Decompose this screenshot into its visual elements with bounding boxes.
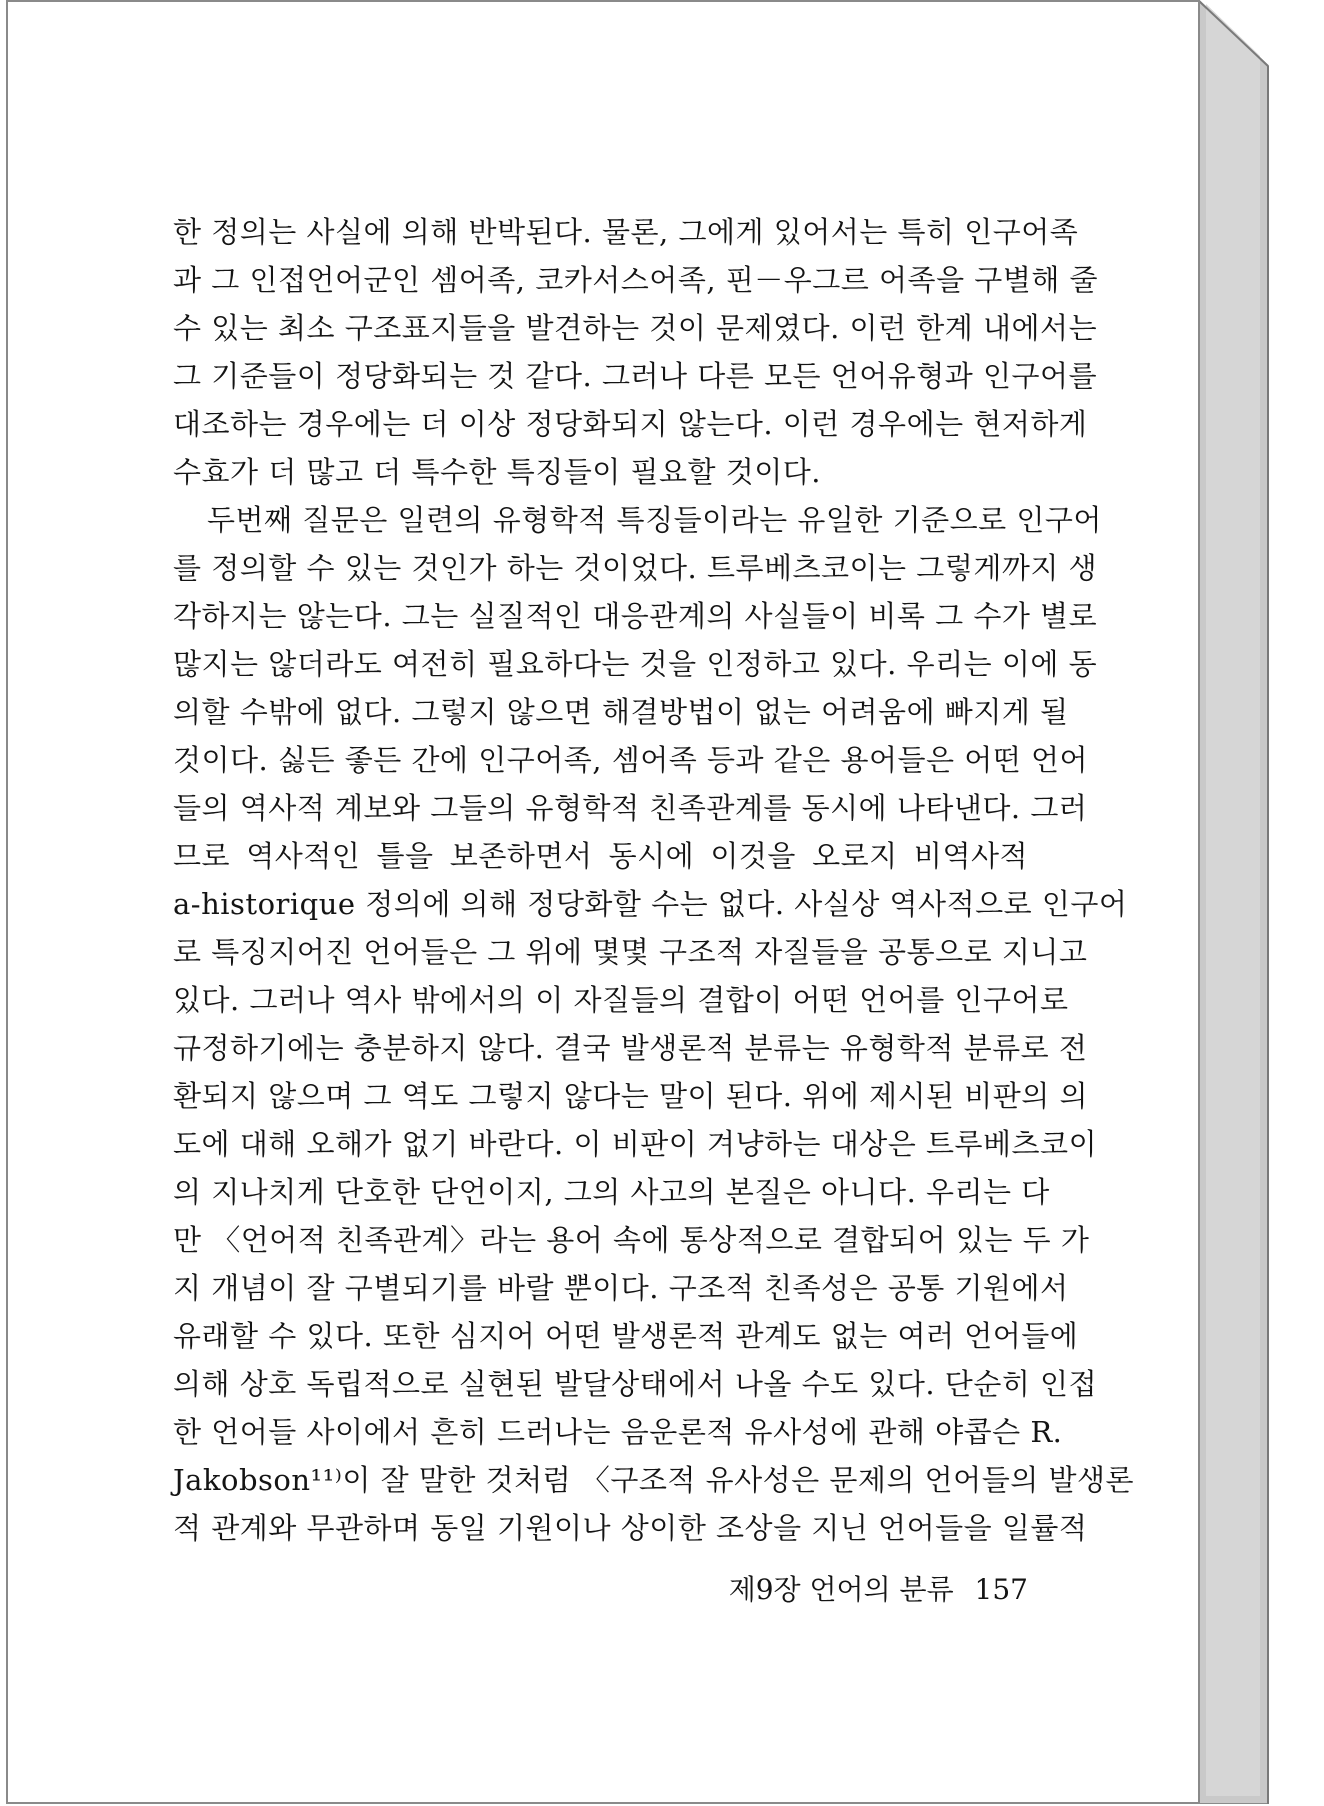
body-text — [173, 208, 1134, 1552]
text-line: 수 있는 최소 구조표지들을 발견하는 것이 문제였다. 이런 한계 내에서는 — [173, 311, 1098, 345]
text-line: 지 개념이 잘 구별되기를 바랄 뿐이다. 구조적 친족성은 공통 기원에서 — [173, 1271, 1069, 1305]
paragraph-start-line: 두번째 질문은 일련의 유형학적 특징들이라는 유일한 기준으로 인구어 — [207, 503, 1102, 537]
book-page — [6, 0, 1200, 1804]
text-line: 도에 대해 오해가 없기 바란다. 이 비판이 겨냥하는 대상은 트루베츠코이 — [173, 1127, 1098, 1161]
text-line: 의해 상호 독립적으로 실현된 발달상태에서 나올 수도 있다. 단순히 인접 — [173, 1367, 1098, 1401]
text-line: 수효가 더 많고 더 특수한 특징들이 필요할 것이다. — [173, 455, 822, 489]
text-line: 과 그 인접언어군인 셈어족, 코카서스어족, 핀－우그르 어족을 구별해 줄 — [173, 263, 1099, 297]
text-line: 들의 역사적 계보와 그들의 유형학적 친족관계를 동시에 나타낸다. 그러 — [173, 791, 1088, 825]
text-line: a-historique 정의에 의해 정당화할 수는 없다. 사실상 역사적으로 인구어 — [173, 887, 1128, 921]
text-line: 한 정의는 사실에 의해 반박된다. 물론, 그에게 있어서는 특히 인구어족 — [173, 215, 1079, 249]
text-line: 대조하는 경우에는 더 이상 정당화되지 않는다. 이런 경우에는 현저하게 — [173, 407, 1088, 441]
text-line: 한 언어들 사이에서 흔히 드러나는 음운론적 유사성에 관해 야콥슨 R. — [173, 1415, 1063, 1449]
text-line: 환되지 않으며 그 역도 그렇지 않다는 말이 된다. 위에 제시된 비판의 의 — [173, 1079, 1089, 1113]
text-line: 를 정의할 수 있는 것인가 하는 것이었다. 트루베츠코이는 그렇게까지 생 — [173, 551, 1098, 585]
text-line: 만 〈언어적 친족관계〉라는 용어 속에 통상적으로 결합되어 있는 두 가 — [173, 1223, 1090, 1257]
text-line: 그 기준들이 정당화되는 것 같다. 그러나 다른 모든 언어유형과 인구어를 — [173, 359, 1098, 393]
text-line: 므로 역사적인 틀을 보존하면서 동시에 이것을 오로지 비역사적 — [173, 839, 1028, 873]
text-line: 규정하기에는 충분하지 않다. 결국 발생론적 분류는 유형학적 분류로 전 — [173, 1031, 1088, 1065]
text-line: 의할 수밖에 없다. 그렇지 않으면 해결방법이 없는 어려움에 빠지게 될 — [173, 695, 1069, 729]
book-edge-3d — [1198, 0, 1318, 1804]
chapter-title: 제9장 언어의 분류 — [728, 1573, 954, 1606]
text-line: 많지는 않더라도 여전히 필요하다는 것을 인정하고 있다. 우리는 이에 동 — [173, 647, 1098, 681]
page-footer — [708, 1570, 1028, 1610]
text-line: 로 특징지어진 언어들은 그 위에 몇몇 구조적 자질들을 공통으로 지니고 — [173, 935, 1088, 969]
text-line: 의 지나치게 단호한 단언이지, 그의 사고의 본질은 아니다. 우리는 다 — [173, 1175, 1050, 1209]
text-line: Jakobson¹¹⁾이 잘 말한 것처럼 〈구조적 유사성은 문제의 언어들의 발생론 — [173, 1463, 1134, 1497]
text-line: 적 관계와 무관하며 동일 기원이나 상이한 조상을 지닌 언어들을 일률적 — [173, 1511, 1088, 1545]
text-line: 있다. 그러나 역사 밖에서의 이 자질들의 결합이 어떤 언어를 인구어로 — [173, 983, 1069, 1017]
page-number: 157 — [974, 1573, 1028, 1606]
text-line: 것이다. 싫든 좋든 간에 인구어족, 셈어족 등과 같은 용어들은 어떤 언어 — [173, 743, 1089, 777]
book-edge-shape — [1198, 0, 1318, 1804]
text-line: 유래할 수 있다. 또한 심지어 어떤 발생론적 관계도 없는 여러 언어들에 — [173, 1319, 1079, 1353]
text-line: 각하지는 않는다. 그는 실질적인 대응관계의 사실들이 비록 그 수가 별로 — [173, 599, 1098, 633]
